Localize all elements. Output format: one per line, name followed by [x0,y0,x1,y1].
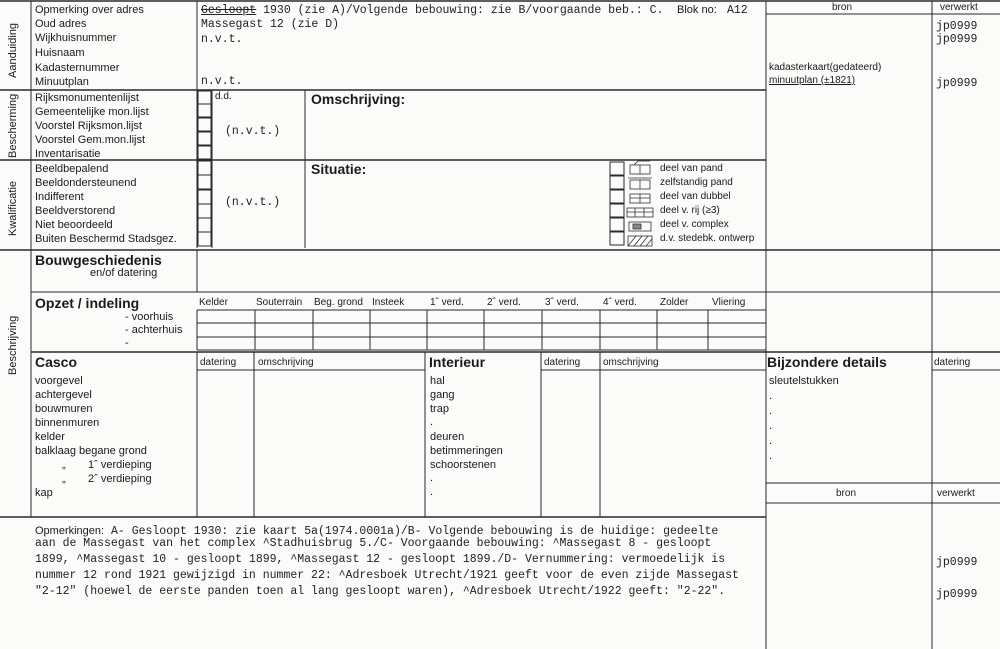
label-inventarisatie: Inventarisatie [35,148,101,160]
verwerkt-entry: jp0999 [936,77,978,90]
opmerking-rest: 1930 (zie A)/Volgende bebouwing: zie B/voorgaande beb.: C. [256,4,664,17]
casco-ditto-mark: „ [62,459,66,471]
casco-heading: Casco [35,354,78,370]
interieur-item-blank: . [430,416,434,428]
kwalificatie-nvt: (n.v.t.) [225,196,281,209]
label-wijkhuisnummer: Wijkhuisnummer [35,32,117,44]
opmerkingen-verwerkt-entry: jp0999 [936,588,978,601]
bron-minuutplan: minuutplan (±1821) [769,75,856,86]
bijzondere-item-blank: . [769,405,773,417]
floor-header: Beg. grond [314,297,363,308]
situatie-option: deel van pand [660,163,723,174]
interieur-item-trap: trap [430,403,449,415]
opmerkingen-verwerkt-entry: jp0999 [936,556,978,569]
floor-header: Vliering [712,297,746,308]
situatie-option: deel v. complex [660,219,729,230]
situatie-option: d.v. stedebk. ontwerp [660,233,755,244]
situatie-heading: Situatie: [311,161,367,177]
verwerkt-entry: jp0999 [936,20,978,33]
deel-van-dubbel-icon [630,194,650,203]
blok-value: A12 [727,4,748,17]
side-label-bescherming: Bescherming [7,93,19,158]
opmerking-value [201,4,663,17]
opmerkingen-text: nummer 12 rond 1921 gewijzigd in nummer 22: ^Adresboek Utrecht/1921 geeft voor de even zijde Massegast [35,569,739,582]
interieur-item-schoorstenen: schoorstenen [430,459,497,471]
bijzondere-verwerkt-header: verwerkt [937,488,975,499]
situatie-option: deel v. rij (≥3) [660,205,720,216]
opzet-heading: Opzet / indeling [35,295,140,311]
interieur-heading: Interieur [429,354,486,370]
casco-item-achtergevel: achtergevel [35,389,92,401]
opmerkingen-label: Opmerkingen: [35,525,105,537]
verwerkt-header: verwerkt [940,2,978,13]
label-indifferent: Indifferent [35,191,84,203]
interieur-omschrijving-header: omschrijving [603,357,659,368]
label-voorstel-gem-mon-lijst: Voorstel Gem.mon.lijst [35,134,146,146]
blok-label: Blok no: [677,4,717,16]
minuutplan-value: n.v.t. [201,75,243,88]
bron-kadasterkaart: kadasterkaart(gedateerd) [769,62,882,73]
row-blank: - [125,337,129,349]
interieur-item-betimmeringen: betimmeringen [430,445,503,457]
bouwgeschiedenis-heading: Bouwgeschiedenis [35,252,162,268]
zelfstandig-pand-icon [628,178,652,189]
side-label-aanduiding: Aanduiding [7,22,19,78]
label-voorstel-rijksmon-lijst: Voorstel Rijksmon.lijst [35,120,142,132]
label-beeldbepalend: Beeldbepalend [35,163,109,175]
bijzondere-datering-header: datering [934,357,971,368]
interieur-item-deuren: deuren [430,431,465,443]
oud-adres-value: Massegast 12 (zie D) [201,18,340,31]
bijzondere-item-blank: . [769,450,773,462]
casco-item-binnenmuren: binnenmuren [35,417,100,429]
label-oud-adres: Oud adres [35,18,87,30]
label-buiten-beschermd-stadsgez: Buiten Beschermd Stadsgez. [35,233,177,245]
casco-omschrijving-header: omschrijving [258,357,314,368]
label-opmerking-over-adres: Opmerking over adres [35,4,144,16]
casco-item-2e-verdieping: 2ˆ verdieping [88,473,152,485]
bijzondere-item-blank: . [769,435,773,447]
floor-header: Insteek [372,297,405,308]
casco-item-bouwmuren: bouwmuren [35,403,93,415]
floor-header: Zolder [660,297,689,308]
casco-item-voorgevel: voorgevel [35,375,83,387]
label-huisnaam: Huisnaam [35,47,85,59]
floor-header: 3ˆ verd. [545,297,579,308]
bijzondere-item-blank: . [769,390,773,402]
interieur-item-blank: . [430,486,434,498]
deel-van-rij-icon [627,208,653,217]
bijzondere-item-sleutelstukken: sleutelstukken [769,375,839,387]
label-minuutplan: Minuutplan [35,76,89,88]
floor-header: 1ˆ verd. [430,297,464,308]
deel-van-complex-icon [629,222,651,231]
opmerkingen-text: "2-12" (hoewel de eerste panden toen al lang gesloopt waren), ^Adresboek Utrecht/1922 geeft: "2-22". [35,585,726,598]
datering-subheading: en/of datering [90,267,158,279]
casco-item-1e-verdieping: 1ˆ verdieping [88,459,152,471]
label-gemeentelijke-mon-lijst: Gemeentelijke mon.lijst [35,106,149,118]
wijkhuisnummer-value: n.v.t. [201,33,243,46]
omschrijving-heading: Omschrijving: [311,91,406,107]
label-beeldondersteunend: Beeldondersteunend [35,177,137,189]
stedebouwkundig-ontwerp-icon [628,236,652,246]
dd-label: d.d. [215,91,232,102]
bijzondere-bron-header: bron [836,488,857,499]
situatie-option: deel van dubbel [660,191,731,202]
interieur-datering-header: datering [544,357,581,368]
deel-van-pand-icon [630,161,650,174]
row-voorhuis: - voorhuis [125,311,174,323]
floor-header: Souterrain [256,297,303,308]
opmerkingen-text: aan de Massegast van het complex ^Stadhuisbrug 5./C- Voorgaande bebouwing: ^Massegast 8 - gesloopt [35,537,712,550]
floor-header: 4ˆ verd. [603,297,637,308]
verwerkt-entry: jp0999 [936,33,978,46]
casco-datering-header: datering [200,357,237,368]
label-rijksmonumentenlijst: Rijksmonumentenlijst [35,92,139,104]
bescherming-nvt: (n.v.t.) [225,125,281,138]
floor-header: Kelder [199,297,228,308]
interieur-item-hal: hal [430,375,445,387]
interieur-item-gang: gang [430,389,455,401]
casco-item-kelder: kelder [35,431,65,443]
casco-ditto-mark: „ [62,473,66,485]
side-label-beschrijving: Beschrijving [7,315,19,375]
interieur-item-blank: . [430,472,434,484]
opmerkingen-text: 1899, ^Massegast 10 - gesloopt 1899, ^Massegast 12 - gesloopt 1899./D- Vernummering: vermoedelijk is [35,553,726,566]
label-niet-beoordeeld: Niet beoordeeld [35,219,113,231]
casco-item-kap: kap [35,487,53,499]
bron-header: bron [832,2,853,13]
situatie-pictograms [624,160,658,250]
situatie-option: zelfstandig pand [660,177,733,188]
floor-header: 2ˆ verd. [487,297,521,308]
label-kadasternummer: Kadasternummer [35,62,120,74]
opmerking-struck: Gesloopt [201,4,257,17]
casco-item-balklaag: balklaag begane grond [35,445,147,457]
label-beeldverstorend: Beeldverstorend [35,205,116,217]
bijzondere-item-blank: . [769,420,773,432]
row-achterhuis: - achterhuis [125,324,183,336]
opmerkingen-text: A- Gesloopt 1930: zie kaart 5a(1974.0001a)/B- Volgende bebouwing is de huidige: gedeelte [104,525,719,538]
bijzondere-details-heading: Bijzondere details [767,354,887,370]
side-label-kwalificatie: Kwalificatie [7,180,19,236]
